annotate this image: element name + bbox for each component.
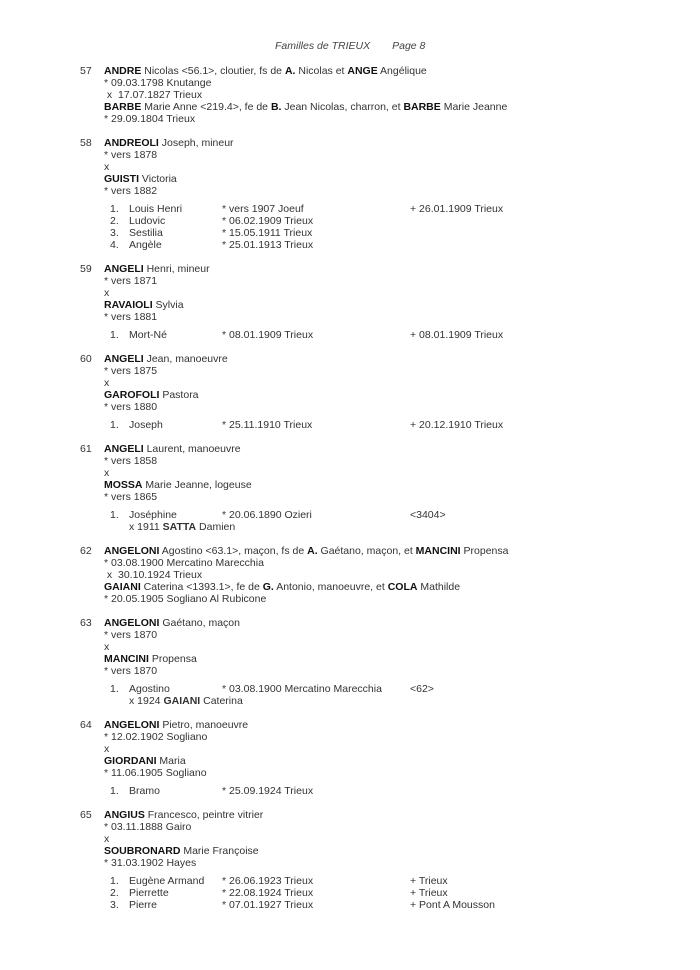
family-lines bbox=[104, 719, 680, 779]
child-name: Bramo bbox=[129, 785, 160, 797]
child-name: Joséphine bbox=[129, 509, 177, 521]
child-number: 1. bbox=[110, 203, 119, 215]
family-line bbox=[104, 137, 680, 149]
text-segment: * 20.05.1905 Sogliano Al Rubicone bbox=[104, 593, 267, 605]
text-segment: x bbox=[104, 641, 110, 653]
text-segment: Damien bbox=[196, 521, 236, 533]
family-number: 59 bbox=[80, 263, 92, 275]
child-birth: * 25.09.1924 Trieux bbox=[222, 785, 314, 797]
child-number: 2. bbox=[110, 887, 119, 899]
family-line bbox=[104, 101, 680, 113]
family-line bbox=[104, 77, 680, 89]
family-number: 65 bbox=[80, 809, 92, 821]
child-row bbox=[110, 683, 680, 695]
family-entry bbox=[80, 137, 680, 251]
surname: MANCINI bbox=[104, 653, 149, 665]
family-entry bbox=[80, 353, 680, 431]
child-row bbox=[110, 887, 680, 899]
surname: GIORDANI bbox=[104, 755, 157, 767]
child-marriage bbox=[110, 695, 680, 707]
surname: GAIANI bbox=[104, 581, 141, 593]
text-segment: Antonio, manoeuvre, et bbox=[273, 581, 388, 593]
surname: ANGELONI bbox=[104, 545, 160, 557]
children-list bbox=[110, 509, 680, 533]
family-line bbox=[104, 173, 680, 185]
child-row bbox=[110, 875, 680, 887]
text-segment: Gaétano, maçon, et bbox=[317, 545, 416, 557]
family-line bbox=[104, 755, 680, 767]
text-segment: * vers 1865 bbox=[104, 491, 158, 503]
child-death-or-ref: <62> bbox=[410, 683, 434, 695]
text-segment: Marie Jeanne bbox=[440, 101, 508, 113]
family-line bbox=[104, 377, 680, 389]
child-birth: * 20.06.1890 Ozieri bbox=[222, 509, 312, 521]
family-lines bbox=[104, 617, 680, 677]
family-entry bbox=[80, 443, 680, 533]
text-segment: Nicolas <56.1>, cloutier, fs de bbox=[141, 65, 285, 77]
text-segment: Angélique bbox=[377, 65, 427, 77]
family-line bbox=[104, 545, 680, 557]
surname: BARBE bbox=[104, 101, 142, 113]
family-line bbox=[104, 719, 680, 731]
child-number: 1. bbox=[110, 329, 119, 341]
surname: ANGELI bbox=[104, 353, 144, 365]
child-number: 1. bbox=[110, 785, 119, 797]
child-row bbox=[110, 509, 680, 521]
text-segment: Henri, mineur bbox=[143, 263, 210, 275]
text-segment: * vers 1858 bbox=[104, 455, 158, 467]
children-list bbox=[110, 683, 680, 707]
child-name: Mort-Né bbox=[129, 329, 167, 341]
text-segment: * 29.09.1804 Trieux bbox=[104, 113, 196, 125]
child-number: 1. bbox=[110, 683, 119, 695]
surname: ANGE bbox=[347, 65, 378, 77]
text-segment: x bbox=[104, 833, 110, 845]
family-entry bbox=[80, 719, 680, 797]
surname: ANDRE bbox=[104, 65, 142, 77]
child-name: Angèle bbox=[129, 239, 162, 251]
children-list bbox=[110, 203, 680, 251]
family-lines bbox=[104, 809, 680, 869]
family-lines bbox=[104, 263, 680, 323]
text-segment: * 31.03.1902 Hayes bbox=[104, 857, 197, 869]
family-line bbox=[104, 557, 680, 569]
surname: SATTA bbox=[162, 521, 197, 533]
text-segment: * 12.02.1902 Sogliano bbox=[104, 731, 208, 743]
child-name: Louis Henri bbox=[129, 203, 183, 215]
family-line bbox=[104, 653, 680, 665]
text-segment: x 30.10.1924 Trieux bbox=[104, 569, 203, 581]
family-line bbox=[104, 443, 680, 455]
family-line bbox=[104, 833, 680, 845]
surname: ANGIUS bbox=[104, 809, 145, 821]
family-line bbox=[104, 665, 680, 677]
family-line bbox=[104, 593, 680, 605]
family-line bbox=[104, 389, 680, 401]
child-number: 1. bbox=[110, 875, 119, 887]
family-number: 63 bbox=[80, 617, 92, 629]
surname: COLA bbox=[387, 581, 418, 593]
text-segment: x bbox=[104, 161, 110, 173]
surname: GAROFOLI bbox=[104, 389, 160, 401]
family-line bbox=[104, 743, 680, 755]
child-birth: * 07.01.1927 Trieux bbox=[222, 899, 314, 911]
text-segment: * vers 1871 bbox=[104, 275, 158, 287]
surname: GAIANI bbox=[163, 695, 201, 707]
text-segment: Maria bbox=[156, 755, 186, 767]
surname: ANGELONI bbox=[104, 719, 160, 731]
child-name: Sestilia bbox=[129, 227, 163, 239]
surname: ANGELI bbox=[104, 443, 144, 455]
family-line bbox=[104, 299, 680, 311]
surname: A. bbox=[284, 65, 296, 77]
family-line bbox=[104, 353, 680, 365]
text-segment: Nicolas et bbox=[295, 65, 348, 77]
surname: B. bbox=[270, 101, 282, 113]
family-line bbox=[104, 731, 680, 743]
child-number: 3. bbox=[110, 227, 119, 239]
child-row bbox=[110, 329, 680, 341]
family-line bbox=[104, 617, 680, 629]
text-segment: Caterina bbox=[200, 695, 243, 707]
family-line bbox=[104, 479, 680, 491]
text-segment: * 09.03.1798 Knutange bbox=[104, 77, 212, 89]
text-segment: Pietro, manoeuvre bbox=[159, 719, 249, 731]
family-line bbox=[104, 581, 680, 593]
family-line bbox=[104, 845, 680, 857]
child-number: 2. bbox=[110, 215, 119, 227]
surname: GUISTI bbox=[104, 173, 140, 185]
family-line bbox=[104, 641, 680, 653]
surname: A. bbox=[307, 545, 318, 557]
document-title: Familles de TRIEUX bbox=[275, 40, 371, 52]
text-segment: * vers 1875 bbox=[104, 365, 158, 377]
children-list bbox=[110, 419, 680, 431]
child-death-or-ref: + 08.01.1909 Trieux bbox=[410, 329, 504, 341]
text-segment: Propensa bbox=[460, 545, 509, 557]
child-birth: * 25.01.1913 Trieux bbox=[222, 239, 314, 251]
family-entry bbox=[80, 809, 680, 911]
family-line bbox=[104, 821, 680, 833]
child-name: Pierre bbox=[129, 899, 158, 911]
child-birth: * 26.06.1923 Trieux bbox=[222, 875, 314, 887]
family-entry bbox=[80, 65, 680, 125]
page-number: Page 8 bbox=[392, 40, 426, 52]
family-number: 60 bbox=[80, 353, 92, 365]
text-segment: x bbox=[104, 467, 110, 479]
child-row bbox=[110, 785, 680, 797]
surname: ANGELI bbox=[104, 263, 144, 275]
child-row bbox=[110, 215, 680, 227]
children-list bbox=[110, 875, 680, 911]
text-segment: x 1924 bbox=[129, 695, 164, 707]
family-line bbox=[104, 149, 680, 161]
text-segment: Propensa bbox=[148, 653, 197, 665]
text-segment: Laurent, manoeuvre bbox=[143, 443, 241, 455]
family-line bbox=[104, 491, 680, 503]
family-line bbox=[104, 809, 680, 821]
child-marriage bbox=[110, 521, 680, 533]
family-number: 57 bbox=[80, 65, 92, 77]
child-name: Joseph bbox=[129, 419, 163, 431]
child-row bbox=[110, 239, 680, 251]
family-line bbox=[104, 629, 680, 641]
family-line bbox=[104, 65, 680, 77]
family-line bbox=[104, 857, 680, 869]
page-header bbox=[275, 40, 425, 52]
child-row bbox=[110, 419, 680, 431]
family-line bbox=[104, 467, 680, 479]
text-segment: x 17.07.1827 Trieux bbox=[104, 89, 203, 101]
child-name: Pierrette bbox=[129, 887, 169, 899]
surname: SOUBRONARD bbox=[104, 845, 181, 857]
text-segment: Marie Anne <219.4>, fe de bbox=[141, 101, 271, 113]
child-birth: * 03.08.1900 Mercatino Marecchia bbox=[222, 683, 382, 695]
child-number: 4. bbox=[110, 239, 119, 251]
surname: BARBE bbox=[403, 101, 441, 113]
text-segment: * 03.08.1900 Mercatino Marecchia bbox=[104, 557, 264, 569]
family-lines bbox=[104, 353, 680, 413]
text-segment: Agostino <63.1>, maçon, fs de bbox=[159, 545, 308, 557]
child-row bbox=[110, 227, 680, 239]
text-segment: * vers 1880 bbox=[104, 401, 158, 413]
text-segment: x bbox=[104, 287, 110, 299]
child-death-or-ref: + 26.01.1909 Trieux bbox=[410, 203, 504, 215]
family-entry bbox=[80, 263, 680, 341]
text-segment: * 11.06.1905 Sogliano bbox=[104, 767, 207, 779]
child-death-or-ref: + Trieux bbox=[410, 887, 448, 899]
family-line bbox=[104, 263, 680, 275]
children-list bbox=[110, 329, 680, 341]
surname: G. bbox=[262, 581, 274, 593]
text-segment: x bbox=[104, 377, 110, 389]
text-segment: Sylvia bbox=[152, 299, 184, 311]
family-number: 62 bbox=[80, 545, 92, 557]
family-list bbox=[80, 65, 680, 923]
surname: ANGELONI bbox=[104, 617, 160, 629]
family-lines bbox=[104, 65, 680, 125]
family-line bbox=[104, 89, 680, 101]
surname: RAVAIOLI bbox=[104, 299, 153, 311]
child-birth: * 22.08.1924 Trieux bbox=[222, 887, 314, 899]
text-segment: Caterina <1393.1>, fe de bbox=[140, 581, 263, 593]
text-segment: Mathilde bbox=[417, 581, 461, 593]
child-row bbox=[110, 203, 680, 215]
surname: MOSSA bbox=[104, 479, 143, 491]
child-birth: * 15.05.1911 Trieux bbox=[222, 227, 313, 239]
family-number: 64 bbox=[80, 719, 92, 731]
family-entry bbox=[80, 617, 680, 707]
child-death-or-ref: <3404> bbox=[410, 509, 446, 521]
text-segment: * vers 1881 bbox=[104, 311, 158, 323]
child-name: Ludovic bbox=[129, 215, 166, 227]
child-death-or-ref: + 20.12.1910 Trieux bbox=[410, 419, 504, 431]
child-birth: * 25.11.1910 Trieux bbox=[222, 419, 313, 431]
child-death-or-ref: + Trieux bbox=[410, 875, 448, 887]
family-line bbox=[104, 401, 680, 413]
family-number: 61 bbox=[80, 443, 92, 455]
child-number: 1. bbox=[110, 509, 119, 521]
text-segment: Francesco, peintre vitrier bbox=[144, 809, 264, 821]
child-row bbox=[110, 899, 680, 911]
text-segment: Jean, manoeuvre bbox=[143, 353, 228, 365]
text-segment: * vers 1870 bbox=[104, 665, 158, 677]
family-line bbox=[104, 455, 680, 467]
text-segment: x 1911 bbox=[129, 521, 163, 533]
text-segment: Jean Nicolas, charron, et bbox=[281, 101, 404, 113]
text-segment: x bbox=[104, 743, 110, 755]
child-birth: * 08.01.1909 Trieux bbox=[222, 329, 314, 341]
family-lines bbox=[104, 443, 680, 503]
family-lines bbox=[104, 545, 680, 605]
child-number: 3. bbox=[110, 899, 119, 911]
family-line bbox=[104, 161, 680, 173]
text-segment: Marie Françoise bbox=[180, 845, 259, 857]
family-line bbox=[104, 185, 680, 197]
family-line bbox=[104, 569, 680, 581]
family-line bbox=[104, 311, 680, 323]
child-name: Eugène Armand bbox=[129, 875, 205, 887]
text-segment: * vers 1870 bbox=[104, 629, 158, 641]
text-segment: * 03.11.1888 Gairo bbox=[104, 821, 192, 833]
text-segment: Joseph, mineur bbox=[158, 137, 234, 149]
text-segment: Marie Jeanne, logeuse bbox=[142, 479, 252, 491]
family-entry bbox=[80, 545, 680, 605]
family-line bbox=[104, 113, 680, 125]
child-number: 1. bbox=[110, 419, 119, 431]
text-segment: * vers 1882 bbox=[104, 185, 158, 197]
children-list bbox=[110, 785, 680, 797]
text-segment: Victoria bbox=[139, 173, 177, 185]
child-birth: * 06.02.1909 Trieux bbox=[222, 215, 314, 227]
child-birth: * vers 1907 Joeuf bbox=[222, 203, 304, 215]
surname: ANDREOLI bbox=[104, 137, 159, 149]
child-death-or-ref: + Pont A Mousson bbox=[410, 899, 495, 911]
text-segment: Gaétano, maçon bbox=[159, 617, 240, 629]
text-segment: Pastora bbox=[159, 389, 199, 401]
family-line bbox=[104, 275, 680, 287]
family-line bbox=[104, 287, 680, 299]
family-number: 58 bbox=[80, 137, 92, 149]
child-name: Agostino bbox=[129, 683, 170, 695]
family-line bbox=[104, 365, 680, 377]
family-lines bbox=[104, 137, 680, 197]
text-segment: * vers 1878 bbox=[104, 149, 158, 161]
surname: MANCINI bbox=[415, 545, 461, 557]
family-line bbox=[104, 767, 680, 779]
